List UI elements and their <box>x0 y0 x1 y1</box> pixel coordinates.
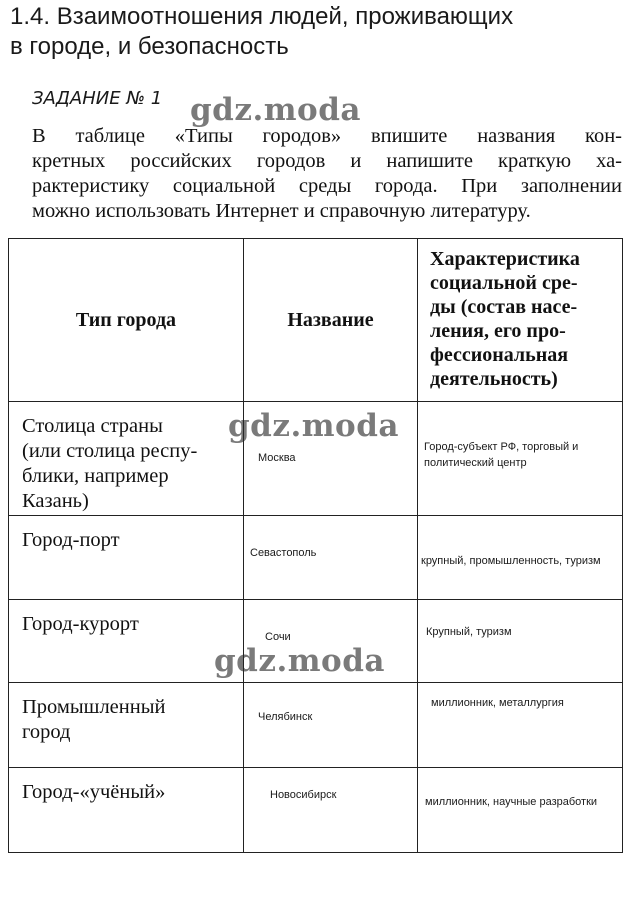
header-characteristic-line: социальной сре- <box>430 272 578 294</box>
city-characteristic-line: миллионник, научные разработки <box>425 796 598 808</box>
section-title-line-1: 1.4. Взаимоотношения людей, проживающих <box>10 3 514 30</box>
city-characteristic-cell[interactable] <box>418 683 623 768</box>
city-type-line: Промышленный <box>22 696 166 718</box>
city-name-cell[interactable] <box>244 683 418 768</box>
city-name-cell[interactable] <box>244 516 418 600</box>
watermark: gdz.moda <box>214 643 385 679</box>
section-title-line-2: в городе, и безопасность <box>10 33 289 60</box>
city-name-cell[interactable] <box>244 768 418 853</box>
city-characteristic-line: крупный, промышленность, туризм <box>421 555 601 567</box>
city-characteristic-line: миллионник, металлургия <box>431 697 564 709</box>
city-characteristic-cell[interactable] <box>418 600 623 683</box>
city-characteristic-line: политический центр <box>424 457 527 469</box>
task-text-line: кретных российских городов и напишите краткую ха- <box>32 150 622 172</box>
header-city-type: Тип города <box>9 239 244 402</box>
watermark: gdz.moda <box>228 408 399 444</box>
city-characteristic-cell[interactable] <box>418 516 623 600</box>
city-type-cell <box>9 600 244 683</box>
task-text-line: можно использовать Интернет и справочную литературу. <box>32 200 531 222</box>
section-title <box>10 2 513 62</box>
header-characteristic-line: фессиональная <box>430 344 569 366</box>
header-characteristic <box>418 239 623 402</box>
city-characteristic-cell[interactable] <box>418 768 623 853</box>
task-text <box>32 124 622 224</box>
header-city-name: Название <box>244 239 418 402</box>
city-type-line: Город-курорт <box>22 613 139 635</box>
header-characteristic-line: ды (состав насе- <box>430 296 578 318</box>
city-type-cell <box>9 683 244 768</box>
watermark: gdz.moda <box>190 92 361 128</box>
table-row <box>9 768 623 853</box>
city-characteristic-line: Крупный, туризм <box>426 626 512 638</box>
city-types-table <box>8 238 623 853</box>
city-type-line: блики, например <box>22 465 169 487</box>
city-name: Севастополь <box>250 547 317 559</box>
table-row <box>9 516 623 600</box>
city-name: Москва <box>258 452 296 464</box>
city-name: Новосибирск <box>270 789 337 801</box>
table-header-row <box>9 239 623 402</box>
city-type-cell <box>9 516 244 600</box>
city-type-line: Город-«учёный» <box>22 781 166 803</box>
city-type-line: Казань) <box>22 490 89 512</box>
task-text-line: В таблице «Типы городов» впишите названия кон- <box>32 125 622 147</box>
city-type-line: (или столица респу- <box>22 440 198 462</box>
city-type-line: город <box>22 721 71 743</box>
city-characteristic-line: Город-субъект РФ, торговый и <box>424 441 579 453</box>
city-type-cell <box>9 768 244 853</box>
header-characteristic-line: деятельность) <box>430 368 558 390</box>
city-type-cell <box>9 402 244 516</box>
table-row <box>9 683 623 768</box>
city-type-line: Столица страны <box>22 415 163 437</box>
header-characteristic-line: Характеристика <box>430 248 580 270</box>
header-characteristic-line: ления, его про- <box>430 320 566 342</box>
task-label: ЗАДАНИЕ № 1 <box>32 88 163 109</box>
city-characteristic-cell[interactable] <box>418 402 623 516</box>
city-name: Челябинск <box>258 711 313 723</box>
task-text-line: рактеристику социальной среды города. При заполнении <box>32 175 622 197</box>
city-name: Сочи <box>265 631 291 643</box>
city-type-line: Город-порт <box>22 529 120 551</box>
